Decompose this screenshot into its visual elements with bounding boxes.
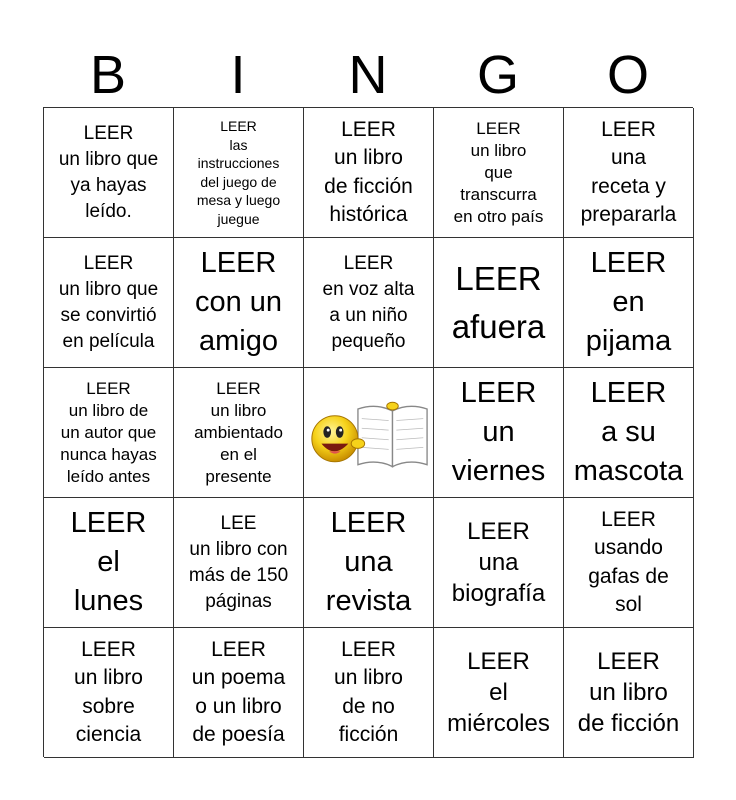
bingo-cell[interactable]: LEER usando gafas de sol xyxy=(564,498,694,628)
bingo-cell[interactable]: LEER el lunes xyxy=(44,498,174,628)
bingo-cell[interactable]: LEE un libro con más de 150 páginas xyxy=(174,498,304,628)
bingo-grid xyxy=(43,107,693,757)
bingo-cell[interactable]: LEER una receta y prepararla xyxy=(564,108,694,238)
bingo-cell[interactable]: LEER un libro que ya hayas leído. xyxy=(44,108,174,238)
free-space-cell[interactable] xyxy=(304,368,434,498)
header-letter-o: O xyxy=(606,45,649,105)
bingo-cell[interactable]: LEER en voz alta a un niño pequeño xyxy=(304,238,434,368)
bingo-cell[interactable]: LEER un libro ambientado en el presente xyxy=(174,368,304,498)
bingo-cell[interactable]: LEER las instrucciones del juego de mesa y luego juegue xyxy=(174,108,304,238)
bingo-cell[interactable]: LEER un poema o un libro de poesía xyxy=(174,628,304,758)
bingo-header xyxy=(43,44,693,106)
bingo-cell[interactable]: LEER a su mascota xyxy=(564,368,694,498)
bingo-cell[interactable]: LEER en pijama xyxy=(564,238,694,368)
header-letter-g: G xyxy=(476,45,519,105)
header-letter-n: N xyxy=(348,45,388,105)
bingo-cell[interactable]: LEER una biografía xyxy=(434,498,564,628)
smiley-reading-book-icon xyxy=(308,386,429,480)
bingo-cell[interactable]: LEER un libro de no ficción xyxy=(304,628,434,758)
header-letter-i: I xyxy=(230,45,246,105)
bingo-cell[interactable]: LEER afuera xyxy=(434,238,564,368)
bingo-cell[interactable]: LEER un libro de ficción histórica xyxy=(304,108,434,238)
bingo-cell[interactable]: LEER un libro de un autor que nunca hayas leído antes xyxy=(44,368,174,498)
bingo-cell[interactable]: LEER un libro sobre ciencia xyxy=(44,628,174,758)
bingo-cell[interactable]: LEER un libro de ficción xyxy=(564,628,694,758)
bingo-cell[interactable]: LEER un libro que se convirtió en película xyxy=(44,238,174,368)
bingo-cell[interactable]: LEER un libro que transcurra en otro país xyxy=(434,108,564,238)
bingo-cell[interactable]: LEER un viernes xyxy=(434,368,564,498)
bingo-cell[interactable]: LEER el miércoles xyxy=(434,628,564,758)
header-letter-b: B xyxy=(89,45,127,105)
bingo-cell[interactable]: LEER una revista xyxy=(304,498,434,628)
bingo-cell[interactable]: LEER con un amigo xyxy=(174,238,304,368)
